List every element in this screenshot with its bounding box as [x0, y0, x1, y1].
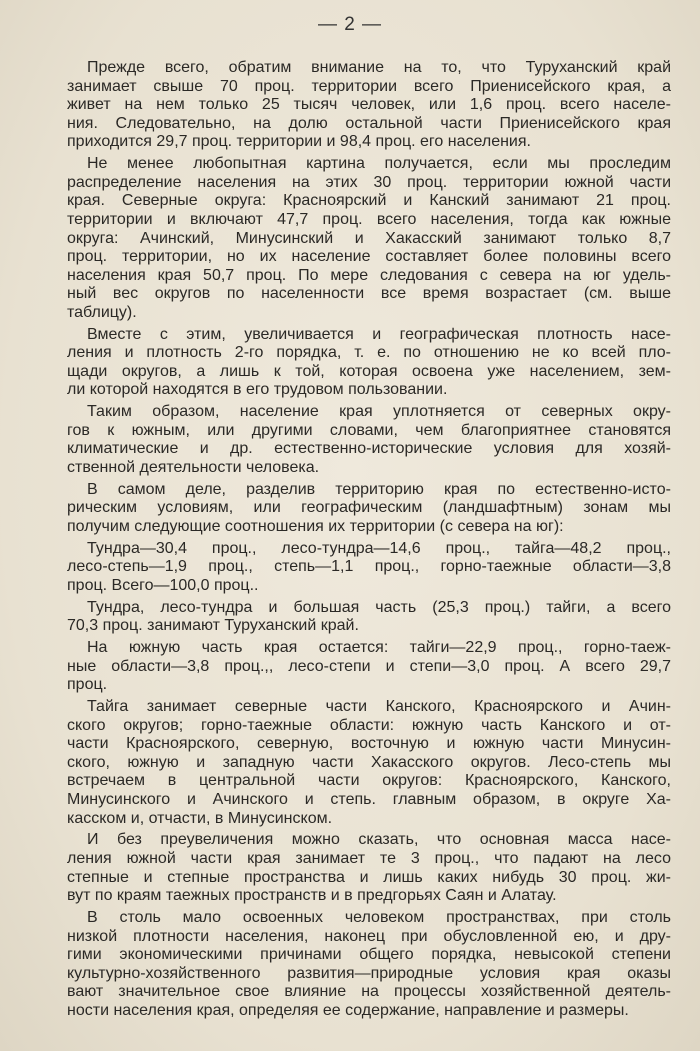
- text-line: ный вес округов по населенности все время возрастает (см. выше: [67, 285, 671, 303]
- paragraph: [67, 59, 671, 152]
- text-line: В самом деле, разделив территорию края по естественно-истo-: [87, 480, 671, 498]
- text-line: занимает свыше 70 проц. территории всего Приенисейского края, а: [67, 77, 671, 95]
- text-line: рическим условиям, или географическим (ландшафтным) зонам мы: [67, 499, 671, 517]
- text-line: ные области—3,8 проц.,, лесо-степи и степи—3,0 проц. А всего 29,7: [67, 657, 671, 675]
- paragraph: [67, 481, 671, 537]
- text-line: щади округов, а лишь к той, которая освоена уже населением, зем-: [67, 362, 671, 380]
- text-body: [67, 59, 671, 1021]
- paragraph: [67, 326, 671, 400]
- paragraph: [67, 599, 671, 636]
- text-line: Вместе с этим, увеличивается и географическая плотность насе-: [87, 325, 671, 343]
- text-line: Таким образом, население края уплотняется от северных окру-: [87, 403, 671, 421]
- text-line: 70,3 проц. занимают Туруханский край.: [67, 617, 359, 635]
- paragraph: [67, 698, 671, 828]
- text-line: ния. Следовательно, на долю остальной части Приенисейского края: [67, 114, 671, 132]
- text-line: степные и степные пространства и лишь каких нибудь 30 проц. жи-: [67, 868, 671, 886]
- text-line: встречаем в центральной части округов: Красноярского, Канского,: [67, 772, 671, 790]
- paragraph: [67, 909, 671, 1021]
- text-line: живет на нем только 25 тысяч человек, или 1,6 проц. всего населе-: [67, 96, 671, 114]
- text-line: ности населения края, определяя ее содержание, направление и размеры.: [67, 1001, 629, 1019]
- text-line: вают значительное свое влияние на процессы хозяйственной деятель-: [67, 983, 671, 1001]
- paragraph: [67, 155, 671, 322]
- text-line: Тундра—30,4 проц., лесо-тундра—14,6 проц., тайга—48,2 проц.,: [87, 539, 671, 557]
- text-line: культурно-хозяйственного развития—природные условия края оказы: [67, 964, 671, 982]
- text-line: Прежде всего, обратим внимание на то, что Туруханский край: [87, 59, 671, 76]
- text-line: ли которой находятся в его трудовом пользовании.: [67, 381, 448, 399]
- text-line: гими экономическими причинами общего порядка, невысокой степени: [67, 946, 671, 964]
- text-line: На южную часть края остается: тайги—22,9 проц., горно-таеж-: [87, 639, 671, 657]
- text-line: гов к южным, или другими словами, чем благоприятнее становятся: [67, 421, 671, 439]
- paragraph: [67, 540, 671, 596]
- text-line: климатические и др. естественно-исторические условия для хозяй-: [67, 440, 671, 458]
- text-line: таблицу).: [67, 303, 137, 321]
- text-line: населения края 50,7 проц. По мере следования с севера на юг удель-: [67, 266, 671, 284]
- text-line: части Красноярского, северную, восточную и южную части Минусин-: [67, 735, 671, 753]
- text-line: ского, южную и западную части Хакасского округов. Лесо-степь мы: [67, 753, 671, 771]
- text-line: Тайга занимает северные части Канского, Красноярского и Ачин-: [87, 698, 671, 716]
- text-line: ского округов; горно-таежные области: южную часть Канского и от-: [67, 716, 671, 734]
- text-line: края. Северные округа: Красноярский и Канский занимают 21 проц.: [67, 192, 671, 210]
- text-line: ления и плотность 2-го порядка, т. е. по отношению не ко всей пло-: [67, 344, 671, 362]
- paragraph: [67, 831, 671, 905]
- text-line: территории и включают 47,7 проц. всего населения, тогда как южные: [67, 210, 671, 228]
- text-line: Не менее любопытная картина получается, если мы проследим: [87, 155, 671, 173]
- text-line: проц.: [67, 676, 108, 694]
- paragraph: [67, 403, 671, 477]
- text-line: приходится 29,7 проц. территории и 98,4 проц. его населения.: [67, 133, 531, 151]
- text-line: низкой плотности населения, наконец при обусловленной ею, и дру-: [67, 927, 671, 945]
- paragraph: [67, 639, 671, 695]
- page-number: — 2 —: [317, 14, 383, 35]
- text-line: вут по краям таежных пространств и в предгорьях Саян и Алатау.: [67, 887, 557, 905]
- text-line: Минусинского и Ачинского и степь. главным образом, в округе Ха-: [67, 791, 671, 809]
- text-line: округа: Ачинский, Минусинский и Хакасский занимают только 8,7: [67, 229, 671, 247]
- text-line: проц. Всего—100,0 проц..: [67, 576, 259, 594]
- text-line: получим следующие соотношения их территории (с севера на юг):: [67, 518, 564, 535]
- text-line: лесо-степь—1,9 проц., степь—1,1 проц., горно-таежные области—3,8: [67, 558, 671, 576]
- text-line: распределение населения на этих 30 проц. территории южной части: [67, 173, 671, 191]
- text-line: проц. территории, но их население составляет более половины всего: [67, 248, 671, 266]
- text-line: Тундра, лесо-тундра и большая часть (25,3 проц.) тайги, а всего: [87, 598, 671, 616]
- text-line: ственной деятельности человека.: [67, 459, 320, 477]
- text-line: касском и, отчасти, в Минусинском.: [67, 809, 333, 827]
- text-line: В столь мало освоенных человеком пространствах, при столь: [87, 909, 671, 926]
- text-line: ления южной части края занимает те 3 проц., что падают на лесо: [67, 850, 671, 868]
- text-line: И без преувеличения можно сказать, что основная масса насе-: [87, 831, 671, 849]
